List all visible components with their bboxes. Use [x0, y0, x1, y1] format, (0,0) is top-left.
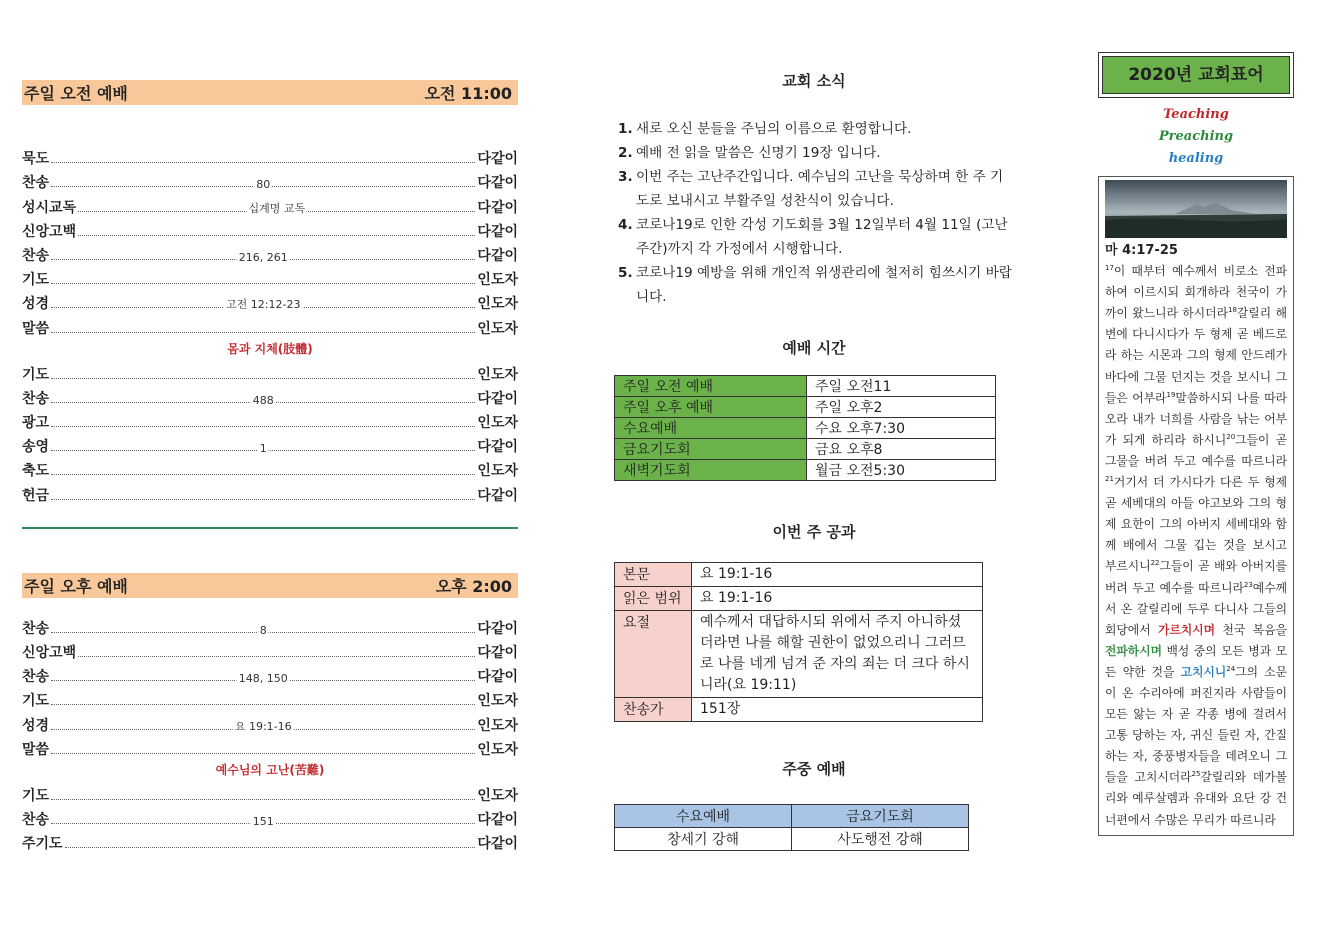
service-times-title: 예배 시간	[782, 339, 846, 357]
order-row	[22, 432, 518, 456]
order-item: 찬송	[22, 390, 50, 407]
order-row	[22, 805, 518, 829]
order-row	[22, 241, 518, 265]
morning-service-time: 오전 11:00	[424, 84, 512, 103]
motto-word-healing: healing	[1168, 151, 1224, 166]
lesson-table	[614, 562, 983, 722]
news-item	[618, 213, 1014, 261]
service-time-row	[615, 418, 996, 439]
afternoon-service-title: 주일 오후 예배	[24, 576, 128, 596]
news-item	[618, 165, 1014, 213]
order-row	[22, 638, 518, 662]
keyword-teaching: 가르치시며	[1158, 622, 1216, 637]
order-item: 신앙고백	[22, 645, 77, 661]
order-leader: 인도자	[477, 693, 518, 710]
order-detail: 151	[252, 815, 274, 829]
leader-dots	[51, 798, 475, 800]
news-text: 새로 오신 분들을 주님의 이름으로 환영합니다.	[636, 121, 912, 137]
service-times-table	[614, 375, 996, 481]
info-column	[614, 70, 1014, 851]
lesson-key: 요절	[615, 611, 692, 698]
order-row	[22, 168, 518, 192]
morning-service-header	[22, 80, 518, 105]
lesson-key: 읽은 범위	[615, 587, 692, 611]
order-item: 기도	[22, 366, 50, 383]
order-item: 주기도	[22, 836, 63, 853]
order-detail: 요 19:1-16	[234, 719, 292, 733]
order-leader: 인도자	[477, 463, 518, 480]
order-leader: 인도자	[477, 272, 518, 289]
order-leader: 다같이	[477, 151, 518, 168]
order-leader: 다같이	[477, 439, 518, 456]
news-number: 4.	[618, 217, 633, 233]
motto-title: 2020년 교회표어	[1102, 56, 1290, 94]
order-row	[22, 686, 518, 710]
order-row	[22, 144, 518, 168]
order-row	[22, 408, 518, 432]
news-item	[618, 261, 1014, 309]
leader-dots	[51, 719, 475, 733]
leader-dots	[78, 201, 475, 215]
service-time: 금요 오후8	[807, 439, 996, 460]
order-row	[22, 360, 518, 384]
news-text: 이번 주는 고난주간입니다. 예수님의 고난을 묵상하며 한 주 기도로 보내시고 부활주일 성찬식이 있습니다.	[636, 169, 1004, 209]
order-leader: 다같이	[477, 620, 518, 637]
order-item: 기도	[22, 693, 50, 710]
order-row	[22, 480, 518, 504]
service-time: 주일 오전11	[807, 376, 996, 397]
lesson-row	[615, 698, 983, 722]
order-item: 찬송	[22, 175, 50, 192]
order-row	[22, 829, 518, 853]
order-item: 말씀	[22, 741, 50, 758]
morning-service-title: 주일 오전 예배	[24, 84, 128, 103]
leader-dots	[78, 655, 475, 657]
order-row	[22, 710, 518, 734]
keyword-preaching: 전파하시며	[1105, 643, 1162, 658]
order-leader: 다같이	[477, 836, 518, 853]
order-item: 축도	[22, 463, 50, 480]
order-item: 성경	[22, 296, 50, 313]
lesson-title: 이번 주 공과	[772, 523, 856, 541]
order-row	[22, 781, 518, 805]
order-leader: 인도자	[477, 320, 518, 337]
order-leader: 인도자	[477, 741, 518, 758]
order-detail: 1	[259, 442, 267, 456]
order-row	[22, 265, 518, 289]
leader-dots	[51, 425, 475, 427]
leader-dots	[51, 377, 475, 379]
order-leader: 다같이	[477, 487, 518, 504]
midweek-header-wed: 수요예배	[615, 805, 792, 828]
leader-dots	[51, 815, 475, 829]
motto-word-preaching: Preaching	[1158, 129, 1234, 144]
order-item: 기도	[22, 272, 50, 289]
news-text: 코로나19 예방을 위해 개인적 위생관리에 철저히 힘쓰시기 바랍니다.	[636, 265, 1012, 305]
service-time: 월금 오전5:30	[807, 460, 996, 481]
news-number: 1.	[618, 121, 633, 137]
order-item: 기도	[22, 787, 50, 804]
mountain-landscape-image	[1105, 180, 1287, 238]
service-time-row	[615, 460, 996, 481]
scripture-reference: 마 4:17-25	[1105, 243, 1178, 258]
service-name: 수요예배	[615, 418, 807, 439]
order-item: 성경	[22, 717, 50, 734]
news-item	[618, 117, 1014, 141]
morning-sermon-title: 몸과 지체(肢體)	[227, 341, 313, 356]
order-detail: 216, 261	[238, 250, 288, 264]
news-number: 3.	[618, 169, 633, 185]
lesson-value: 요 19:1-16	[692, 587, 983, 611]
service-name: 주일 오전 예배	[615, 376, 807, 397]
order-detail: 고전 12:12-23	[226, 298, 301, 312]
order-leader: 인도자	[477, 366, 518, 383]
motto-box	[1098, 52, 1294, 98]
leader-dots	[51, 623, 475, 637]
leader-dots	[51, 473, 475, 475]
order-leader: 다같이	[477, 390, 518, 407]
service-time-row	[615, 397, 996, 418]
scripture-box	[1098, 176, 1294, 836]
leader-dots	[51, 498, 475, 500]
order-item: 신앙고백	[22, 223, 77, 240]
order-leader: 다같이	[477, 812, 518, 829]
order-row	[22, 384, 518, 408]
order-leader: 인도자	[477, 296, 518, 313]
order-row	[22, 192, 518, 216]
news-number: 2.	[618, 145, 633, 161]
order-item: 말씀	[22, 320, 50, 337]
order-row	[22, 456, 518, 480]
news-number: 5.	[618, 265, 633, 281]
order-detail: 80	[256, 178, 271, 192]
order-item: 광고	[22, 415, 50, 432]
news-item	[618, 141, 1014, 165]
midweek-value-wed: 창세기 강해	[615, 828, 792, 851]
news-list	[618, 117, 1014, 309]
motto-column	[1098, 52, 1294, 836]
midweek-title: 주중 예배	[782, 760, 846, 778]
leader-dots	[51, 250, 475, 264]
leader-dots	[51, 393, 475, 407]
order-item: 찬송	[22, 620, 50, 637]
morning-order-list	[22, 144, 518, 505]
service-time: 수요 오후7:30	[807, 418, 996, 439]
lesson-row	[615, 563, 983, 587]
midweek-header-fri: 금요기도회	[792, 805, 969, 828]
afternoon-sermon-title: 예수님의 고난(苦難)	[215, 762, 325, 777]
order-leader: 다같이	[477, 175, 518, 192]
afternoon-service-header	[22, 573, 518, 598]
order-detail: 십계명 교독	[248, 201, 306, 215]
order-leader: 다같이	[477, 247, 518, 264]
order-leader: 다같이	[477, 669, 518, 686]
midweek-value-fri: 사도행전 강해	[792, 828, 969, 851]
order-item: 송영	[22, 439, 50, 456]
leader-dots	[51, 703, 475, 705]
order-item: 성시교독	[22, 199, 77, 216]
order-detail: 488	[252, 393, 274, 407]
motto-word-teaching: Teaching	[1163, 107, 1229, 122]
leader-dots	[51, 672, 475, 686]
news-text: 코로나19로 인한 각성 기도회를 3월 12일부터 4월 11일 (고난주간)까지 각 가정에서 시행합니다.	[636, 217, 1008, 257]
afternoon-service-time: 오후 2:00	[435, 576, 512, 596]
order-detail: 8	[259, 623, 267, 637]
order-row	[22, 289, 518, 313]
order-leader: 인도자	[477, 415, 518, 432]
order-item: 묵도	[22, 151, 50, 168]
midweek-table	[614, 804, 969, 851]
order-item: 헌금	[22, 487, 50, 504]
order-row	[22, 614, 518, 638]
leader-dots	[51, 282, 475, 284]
order-leader: 다같이	[477, 645, 518, 661]
lesson-value: 151장	[692, 698, 983, 722]
lesson-key: 찬송가	[615, 698, 692, 722]
order-detail: 148, 150	[238, 672, 288, 686]
leader-dots	[51, 298, 475, 312]
keyword-healing: 고치시니	[1180, 664, 1227, 679]
order-item: 찬송	[22, 669, 50, 686]
order-row	[22, 313, 518, 337]
leader-dots	[65, 846, 476, 848]
lesson-row	[615, 611, 983, 698]
service-time-row	[615, 376, 996, 397]
service-time: 주일 오후2	[807, 397, 996, 418]
order-row	[22, 217, 518, 241]
news-title: 교회 소식	[782, 72, 846, 90]
order-row	[22, 735, 518, 759]
service-time-row	[615, 439, 996, 460]
order-item: 찬송	[22, 247, 50, 264]
leader-dots	[51, 331, 475, 333]
lesson-row	[615, 587, 983, 611]
order-leader: 인도자	[477, 717, 518, 734]
leader-dots	[51, 161, 475, 163]
service-name: 새벽기도회	[615, 460, 807, 481]
leader-dots	[78, 234, 475, 236]
leader-dots	[51, 178, 475, 192]
order-row	[22, 662, 518, 686]
leader-dots	[51, 442, 475, 456]
order-leader: 다같이	[477, 199, 518, 216]
leader-dots	[51, 752, 475, 754]
service-name: 금요기도회	[615, 439, 807, 460]
motto-words	[1098, 104, 1294, 170]
lesson-key: 본문	[615, 563, 692, 587]
lesson-value: 요 19:1-16	[692, 563, 983, 587]
scripture-text: $^{17}$이 때부터 예수께서 비로소 전파하여 이르시되 회개하라 천국이 가까이 왔느니라 하시더라$^{18}$갈릴리 해변에 다니시다가 두 형제 곧 베드로라 하는 시몬과 그의 형제 안드레가 바다에 그물 던지는 것을 보시니 그들은 어부라$^{19}$말씀하시되 나를 따라오라 내가 너희를 사람을 낚는 어부가 되게 하리라 하시니$^{20}$그들이 곧 그물을 버려 두고 예수를 따르니라$^{21}$거기서 더 가시다가 다른 두 형제 곧 세베대의 아들 야고보와 그의 형제 요한이 그의 아버지 세베대와 함께 배에서 그물 깁는 것을 보시고 부르시니$^{22}$그들이 곧 배와 아버지를 버려 두고 예수를 따르니라$^{23}$예수께서 온 갈릴리에 두루 다니사 그들의 회당에서 가르치시며 천국 복음을 전파하시며 백성 중의 모든 병과 모든 약한 것을 고치시니$^{24}$그의 소문이 온 수리아에 퍼진지라 사람들이 모든 앓는 자 곧 각종 병에 걸려서 고통 당하는 자, 귀신 들린 자, 간질하는 자, 중풍병자들을 데려오니 그들을 고치시더라$^{25}$갈릴리와 데가볼리와 예루살렘과 유대와 요단 강 건너편에서 수많은 무리가 따르니라	[1105, 264, 1288, 827]
order-item: 찬송	[22, 812, 50, 829]
order-leader: 다같이	[477, 223, 518, 240]
worship-order-column	[22, 80, 518, 853]
service-name: 주일 오후 예배	[615, 397, 807, 418]
order-leader: 인도자	[477, 787, 518, 804]
afternoon-order-list	[22, 614, 518, 854]
lesson-value: 예수께서 대답하시되 위에서 주지 아니하셨더라면 나를 해할 권한이 없었으리니 그러므로 나를 네게 넘겨 준 자의 죄는 더 크다 하시니라(요 19:11)	[692, 611, 983, 698]
news-text: 예배 전 읽을 말씀은 신명기 19장 입니다.	[636, 145, 881, 161]
